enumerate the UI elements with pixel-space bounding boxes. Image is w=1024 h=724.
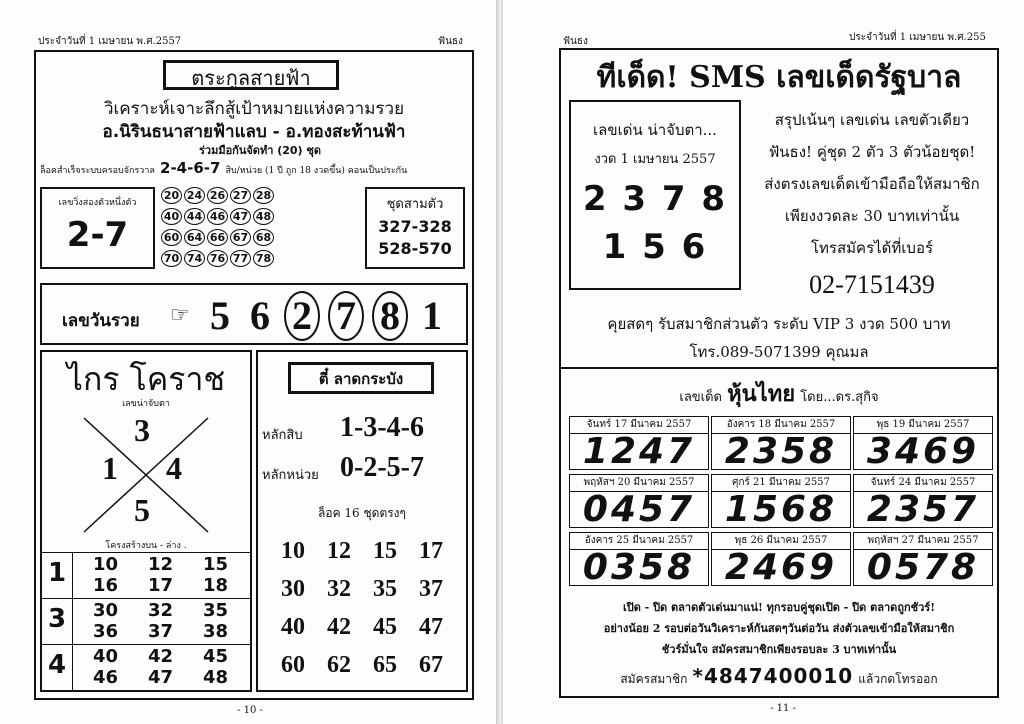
korat-group-separator (72, 644, 73, 690)
lock-number: 45 (373, 614, 397, 640)
subtitle: วิเคราะห์เจาะลึกสู้เป้าหมายแห่งความรวย (103, 99, 405, 119)
korat-number: 15 (202, 554, 229, 575)
title-box: ตระกูลสายฟ้า (163, 60, 339, 90)
circled-lucky-digit: 2 (284, 291, 320, 341)
lat-krabang-box (256, 350, 468, 692)
stock-cell (853, 416, 993, 470)
units-value: 0-2-5-7 (340, 452, 424, 483)
circled-lucky-digit: 7 (328, 291, 364, 341)
korat-number: 48 (202, 667, 229, 688)
tens-value: 1-3-4-6 (340, 412, 424, 443)
circled-number: 68 (253, 229, 274, 246)
stock-prefix: เลขเด็ด (679, 390, 722, 405)
stock-heading (563, 376, 995, 411)
korat-number: 42 (147, 646, 174, 667)
stock-cell (569, 474, 709, 528)
cross-bottom: 5 (134, 492, 150, 528)
three-digit-box (365, 187, 465, 269)
circled-number: 27 (230, 187, 251, 204)
korat-group-divider (42, 644, 250, 645)
korat-box (40, 350, 252, 692)
left-page-number: - 10 - (237, 705, 263, 716)
circled-number: 74 (184, 250, 205, 267)
right-header-brand: ฟันธง (563, 36, 588, 47)
watch-big-numbers: 2 3 7 8 (582, 179, 728, 219)
korat-number: 35 (202, 600, 229, 621)
korat-number: 12 (147, 554, 174, 575)
stock-cell (711, 532, 851, 586)
authors: อ.นิรินธนาสายฟ้าแลบ - อ.ทองสะท้านฟ้า (102, 122, 406, 142)
circled-lucky-digit: 8 (372, 291, 408, 341)
promo-line: ฟันธง! คู่ชุด 2 ตัว 3 ตัวน้อยชุด! (768, 143, 976, 161)
stock-cell-number: 1568 (724, 489, 838, 530)
section-divider (561, 367, 997, 369)
sms-title: ทีเด็ด! SMS เลขเด็ดรัฐบาล (596, 60, 962, 95)
pointing-hand-icon: ☞ (170, 303, 190, 328)
lucky-digit: 6 (250, 293, 270, 338)
draw-date: งวด 1 เมษายน 2557 (594, 152, 716, 167)
stock-cell (853, 474, 993, 528)
circled-number: 78 (253, 250, 274, 267)
lock-number: 35 (373, 576, 397, 602)
lock-note-numbers: 2-4-6-7 (160, 159, 221, 177)
watch-box (569, 100, 741, 290)
lock-number: 10 (281, 538, 305, 564)
watch-label: เลขเด่น น่าจับตา... (593, 121, 717, 139)
korat-number: 18 (202, 575, 229, 596)
lock-number: 12 (327, 538, 351, 564)
circled-number: 26 (207, 187, 228, 204)
stock-cell-date: จันทร์ 17 มีนาคม 2557 (570, 417, 708, 434)
two-digit-label: เลขวิ่งสองตัวหนึ่งตัว (58, 198, 137, 208)
circled-number: 40 (161, 208, 182, 225)
stock-cell (569, 416, 709, 470)
korat-row (78, 554, 248, 575)
lock-row (270, 576, 460, 614)
three-digit-value-2: 528-570 (378, 239, 452, 258)
korat-group-key: 4 (47, 650, 67, 680)
lucky-number-box (40, 283, 468, 345)
lock-number: 30 (281, 576, 305, 602)
lat-title: ตี๋ ลาดกระบัง (288, 362, 434, 394)
promo-line: สรุปเน้นๆ เลขเด่น เลขตัวเดียว (774, 111, 970, 129)
right-page-number: - 11 - (770, 703, 796, 714)
lock-note-prefix: ล็อคสำเร็จระบบครอบจักรวาล (40, 166, 155, 176)
circled-row (160, 247, 360, 267)
promo-lines (747, 108, 997, 268)
stock-cell (569, 532, 709, 586)
stock-cell-number: 0457 (582, 489, 696, 530)
lock-number: 17 (419, 538, 443, 564)
signup-label: สมัครสมาชิก (620, 672, 688, 686)
korat-group-separator (72, 598, 73, 644)
circled-row (160, 205, 360, 225)
lucky-digit: 5 (210, 293, 230, 338)
lock-label: ล็อค 16 ชุดตรงๆ (318, 506, 406, 520)
stock-cell-date: พฤหัสฯ 20 มีนาคม 2557 (570, 475, 708, 492)
korat-title: ไกร โคราช (66, 360, 226, 398)
circled-number: 64 (184, 229, 205, 246)
korat-number: 30 (92, 600, 119, 621)
stock-cell-number: 2357 (866, 489, 980, 530)
tens-label: หลักสิบ (262, 428, 303, 443)
circled-number: 60 (161, 229, 182, 246)
circled-number: 67 (230, 229, 251, 246)
lucky-label: เลขวันรวย (62, 311, 140, 331)
korat-group-divider (42, 552, 250, 553)
units-label: หลักหน่วย (262, 468, 319, 483)
lucky-digit: 1 (422, 293, 442, 338)
left-page (0, 0, 497, 724)
stock-suffix: โดย...ดร.สุกิจ (800, 390, 879, 405)
korat-number: 47 (147, 667, 174, 688)
korat-number: 17 (147, 575, 174, 596)
left-header-brand: ฟันธง (438, 36, 463, 47)
circled-number: 47 (230, 208, 251, 225)
lock-number: 42 (327, 614, 351, 640)
circled-number: 44 (184, 208, 205, 225)
stock-cell (711, 416, 851, 470)
korat-number: 38 (202, 621, 229, 642)
promo-line: เพียงงวดละ 30 บาทเท่านั้น (784, 207, 960, 225)
lock-note (40, 158, 470, 177)
stock-cell (853, 532, 993, 586)
korat-number: 10 (92, 554, 119, 575)
promo-line: โทรสมัครได้ที่เบอร์ (810, 239, 934, 257)
contact-line: โทร.089-5071399 คุณมล (689, 343, 869, 361)
korat-number: 37 (147, 621, 174, 642)
phone-number: 02-7151439 (809, 270, 935, 299)
circled-number: 46 (207, 208, 228, 225)
lock-number: 40 (281, 614, 305, 640)
lock-grid (270, 538, 460, 690)
circled-number: 77 (230, 250, 251, 267)
korat-row (78, 575, 248, 596)
lock-number: 65 (373, 652, 397, 678)
circled-number: 20 (161, 187, 182, 204)
stock-cell-number: 2358 (724, 431, 838, 472)
korat-row (78, 667, 248, 688)
stock-cell (711, 474, 851, 528)
cross-right: 4 (166, 450, 182, 486)
promo-line: ส่งตรงเลขเด็ดเข้ามือถือให้สมาชิก (764, 175, 980, 193)
circled-row (160, 184, 360, 204)
stock-cell-date: พฤหัสฯ 27 มีนาคม 2557 (854, 533, 992, 550)
stock-cell-number: 0578 (866, 547, 980, 588)
korat-number: 32 (147, 600, 174, 621)
footer-line: อย่างน้อย 2 รอบต่อวันวิเคราะห์กันสดๆวันต่อวัน ส่งตัวเลขเข้ามือให้สมาชิก (603, 622, 955, 635)
korat-row (78, 600, 248, 621)
circled-number: 76 (207, 250, 228, 267)
lock-number: 47 (419, 614, 443, 640)
footer-line: ชัวร์มั่นใจ สมัครสมาชิกเพียงรอบละ 3 บาทเท่านั้น (661, 643, 897, 656)
lock-number: 37 (419, 576, 443, 602)
stock-cell-date: จันทร์ 24 มีนาคม 2557 (854, 475, 992, 492)
lock-number: 60 (281, 652, 305, 678)
right-header-date: ประจำวันที่ 1 เมษายน พ.ศ.255 (849, 32, 986, 43)
lock-number: 32 (327, 576, 351, 602)
korat-group-divider (42, 598, 250, 599)
circled-number: 70 (161, 250, 182, 267)
signup-code: *4847400010 (692, 664, 854, 688)
circled-number: 48 (253, 208, 274, 225)
korat-group-key: 1 (47, 558, 67, 588)
korat-grid-label: โครงสร้างบน - ล่าง . (105, 541, 187, 551)
circled-number: 66 (207, 229, 228, 246)
stock-cell-date: พุธ 26 มีนาคม 2557 (712, 533, 850, 550)
lock-number: 67 (419, 652, 443, 678)
lock-row (270, 652, 460, 690)
circled-number: 24 (184, 187, 205, 204)
circled-number: 28 (253, 187, 274, 204)
stock-cell-number: 1247 (582, 431, 696, 472)
cooperate-line: ร่วมมือกันจัดทำ (20) ชุด (198, 144, 322, 157)
three-digit-label: ชุดสามตัว (386, 197, 444, 212)
cross-left: 1 (102, 450, 118, 486)
korat-number: 45 (202, 646, 229, 667)
korat-number: 40 (92, 646, 119, 667)
signup-suffix: แล้วกดโทรออก (858, 672, 938, 686)
korat-number: 36 (92, 621, 119, 642)
korat-number: 46 (92, 667, 119, 688)
cross-top: 3 (134, 412, 150, 448)
korat-sub: เลขน่าจับตา (122, 399, 170, 409)
lock-number: 15 (373, 538, 397, 564)
korat-row (78, 621, 248, 642)
stock-cell-number: 0358 (582, 547, 696, 588)
stock-cell-date: พุธ 19 มีนาคม 2557 (854, 417, 992, 434)
korat-group-key: 3 (47, 604, 67, 634)
lucky-digits (204, 291, 466, 341)
korat-number: 16 (92, 575, 119, 596)
three-digit-value-1: 327-328 (378, 217, 452, 236)
stock-cell-number: 2469 (724, 547, 838, 588)
korat-group-separator (72, 552, 73, 598)
lock-note-suffix: สิบ/หน่วย (1 ปี ถูก 18 งวดขึ้น) คอนเป็นประกัน (225, 166, 408, 176)
lock-number: 62 (327, 652, 351, 678)
stock-cell-number: 3469 (866, 431, 980, 472)
signup-line (563, 664, 995, 689)
right-page (503, 0, 1024, 724)
two-digit-value: 2-7 (66, 215, 129, 255)
lock-row (270, 614, 460, 652)
circled-row (160, 226, 360, 246)
stock-cell-date: อังคาร 25 มีนาคม 2557 (570, 533, 708, 550)
stock-title: หุ้นไทย (727, 382, 796, 407)
vip-line: คุยสดๆ รับสมาชิกส่วนตัว ระดับ VIP 3 งวด 500 บาท (607, 315, 951, 333)
left-header-date: ประจำวันที่ 1 เมษายน พ.ศ.2557 (38, 36, 182, 47)
stock-cell-date: ศุกร์ 21 มีนาคม 2557 (712, 475, 850, 492)
lock-row (270, 538, 460, 576)
stock-cell-date: อังคาร 18 มีนาคม 2557 (712, 417, 850, 434)
watch-small-numbers: 1 5 6 (602, 227, 708, 267)
footer-lines (563, 598, 995, 661)
korat-row (78, 646, 248, 667)
two-digit-box (40, 187, 155, 269)
footer-line: เปิด - ปิด ตลาดตัวเด่นมาแน่! ทุกรอบคู่ชุดเปิด - ปิด ตลาดถูกชัวร์! (622, 601, 936, 614)
